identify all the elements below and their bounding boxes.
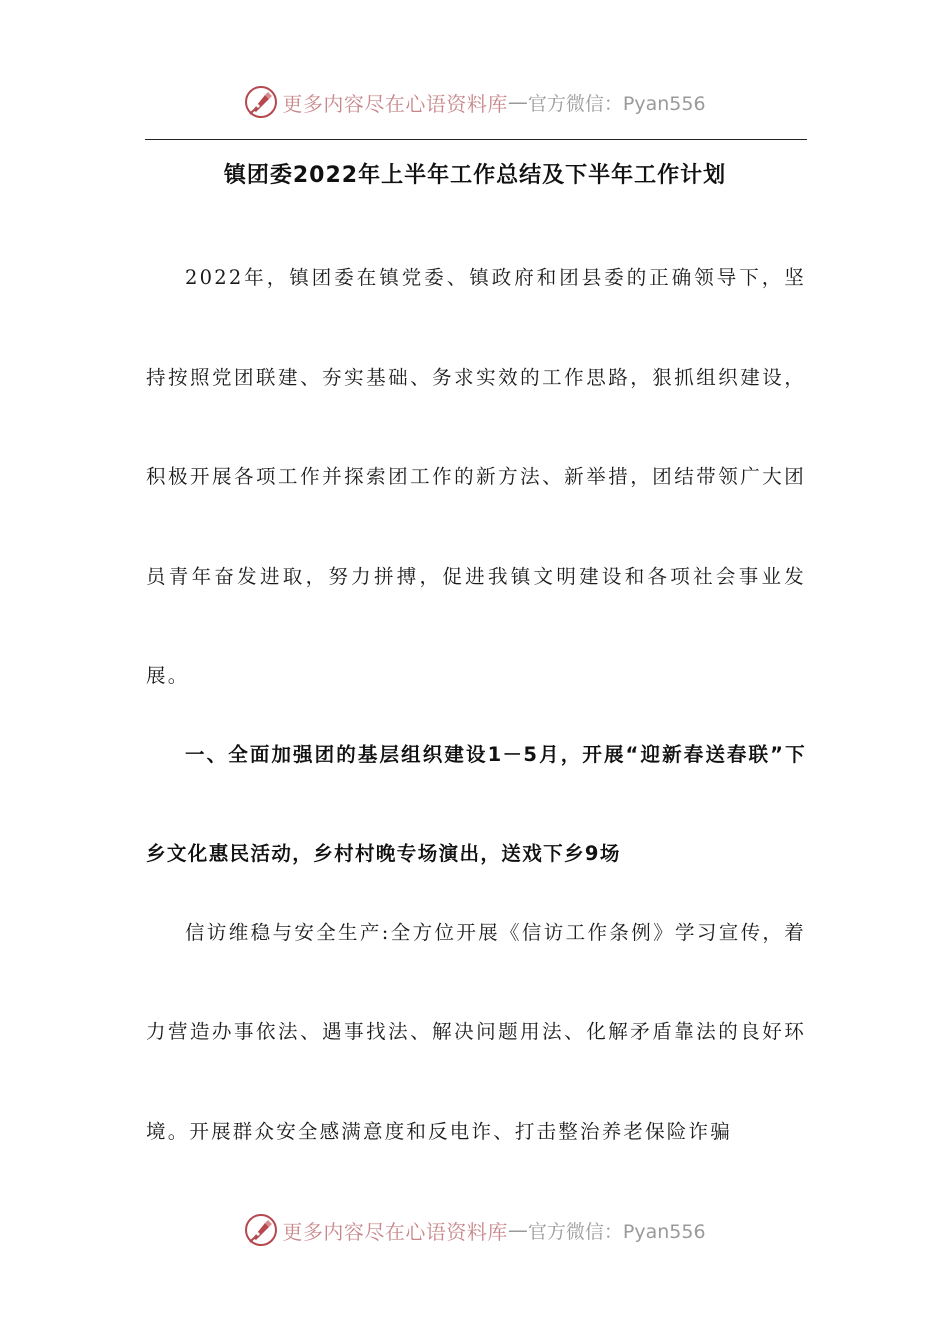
body-paragraph: 2022年，镇团委在镇党委、镇政府和团县委的正确领导下，坚持按照党团联建、夯实基础、务求实效的工作思路，狠抓组织建设，积极开展各项工作并探索团工作的新方法、新举措，团结带领广大团员青年奋发进取，努力拼搏，促进我镇文明建设和各项社会事业发展。: [146, 266, 806, 687]
banner-text: 更多内容尽在心语资料库: [282, 91, 508, 116]
banner-contact: 官方微信：Pyan556: [527, 1220, 706, 1243]
banner-contact: 官方微信：Pyan556: [527, 92, 706, 115]
header-banner: [0, 82, 950, 122]
header-divider: [145, 139, 807, 140]
body-paragraph: 信访维稳与安全生产:全方位开展《信访工作条例》学习宣传，着力营造办事依法、遇事找法、解决问题用法、化解矛盾靠法的良好环境。开展群众安全感满意度和反电诈、打击整治养老保险诈骗: [146, 920, 806, 1143]
banner-separator: —: [507, 1218, 528, 1242]
document-body: [146, 228, 806, 1181]
banner-separator: —: [507, 90, 528, 114]
footer-banner: [0, 1210, 950, 1250]
document-title: 镇团委2022年上半年工作总结及下半年工作计划: [223, 163, 727, 188]
pen-nib-logo-icon: [244, 1213, 278, 1247]
pen-nib-logo-icon: [244, 85, 278, 119]
banner-text: 更多内容尽在心语资料库: [282, 1219, 508, 1244]
section-heading: 一、全面加强团的基层组织建设1－5月，开展“迎新春送春联”下乡文化惠民活动，乡村村晚专场演出，送戏下乡9场: [146, 742, 806, 865]
